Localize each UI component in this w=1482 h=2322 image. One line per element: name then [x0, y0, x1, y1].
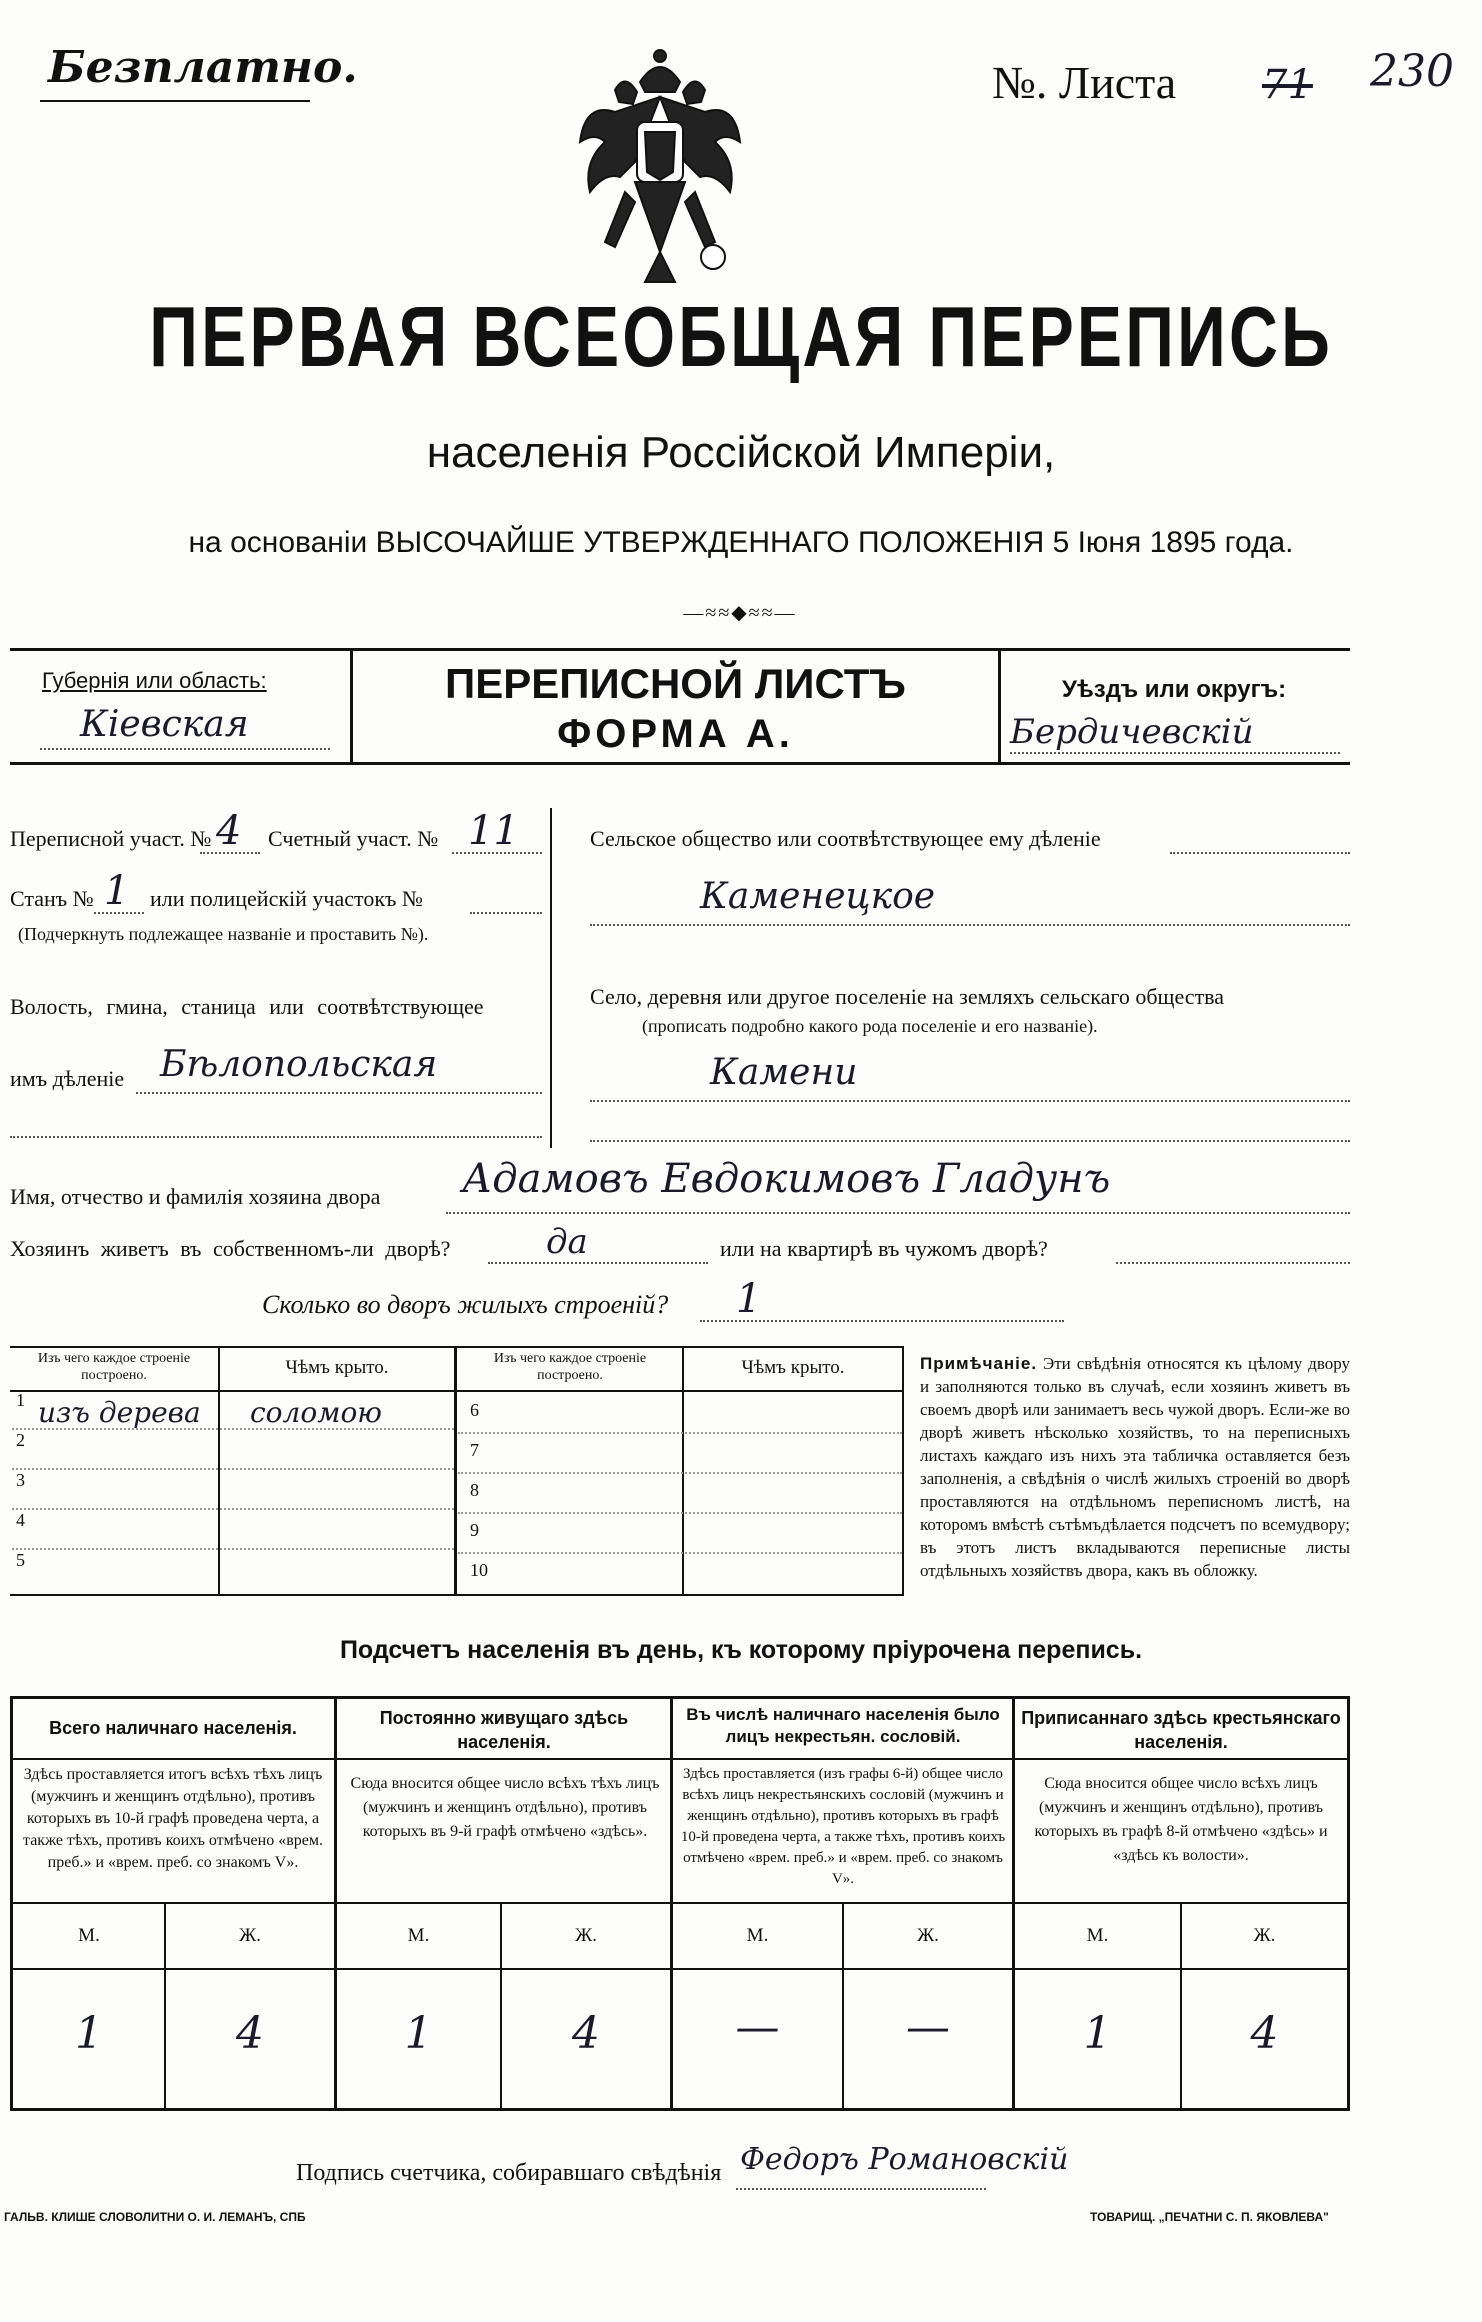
count-f-label: Ж.	[575, 1925, 597, 1946]
count-peasant-f: 4	[1250, 2008, 1279, 2059]
perepis-uchast-value: 4	[216, 808, 242, 854]
uezd-value: Бердичевскій	[1010, 712, 1254, 752]
count-m-label: М.	[1086, 1925, 1109, 1946]
count-peasant-m: 1	[1083, 2008, 1112, 2059]
owner-label: Имя, отчество и фамилія хозяина двора	[10, 1184, 381, 1209]
building-roof: соломою	[250, 1396, 382, 1429]
count-title: Подсчетъ населенія въ день, къ которому пріурочена перепись.	[339, 1636, 1143, 1664]
building-row-num: 2	[16, 1430, 25, 1450]
sheet-number-label: №. Листа	[992, 57, 1177, 108]
buildings-value: 1	[736, 1276, 762, 1322]
perepis-uchast-label: Переписной участ. №	[10, 826, 212, 851]
building-row-num: 8	[470, 1480, 479, 1500]
owner-value: Адамовъ Евдокимовъ Гладунъ	[462, 1156, 1111, 1202]
uezd-label: Уѣздъ или округъ:	[1062, 676, 1287, 703]
sheet-number: 230	[1370, 46, 1454, 97]
form-subtitle: ФОРМА А.	[557, 712, 794, 756]
count-f-label: Ж.	[917, 1925, 939, 1946]
volost-value: Бѣлопольская	[160, 1044, 438, 1085]
buildings-label: Сколько во дворъ жилыхъ строеній?	[262, 1290, 669, 1319]
stan-label: Станъ №	[10, 886, 94, 911]
count-non-peasant-f: —	[906, 2002, 950, 2053]
police-label: или полицейскій участокъ №	[150, 886, 423, 911]
gubernia-value: Кіевская	[80, 704, 249, 745]
page-subtitle: населенія Россійской Имперіи,	[426, 428, 1056, 477]
note-block	[920, 1352, 1350, 1582]
selsk-label: Сельское общество или соотвѣтствующее ему дѣленіе	[590, 826, 1101, 851]
building-row-num: 4	[16, 1510, 25, 1530]
count-desc-total: Здѣсь проставляется итогъ всѣхъ тѣхъ лицъ (мужчинъ и женщинъ отдѣльно), противъ которыхъ въ 10-й графѣ проведена черта, а также тѣхъ, противъ коихъ отмѣчено «врем. преб.» и «врем. преб. со знакомъ V».	[23, 1766, 323, 1871]
page-title: ПЕРВАЯ ВСЕОБЩАЯ ПЕРЕПИСЬ	[149, 289, 1333, 385]
building-material: изъ дерева	[38, 1396, 201, 1429]
ornament-divider: —≈≈◆≈≈—	[683, 602, 797, 624]
free-stamp: Безплатно.	[48, 42, 358, 93]
printer-right: ТОВАРИЩ. „ПЕЧАТНИ С. П. ЯКОВЛЕВА"	[1090, 2210, 1329, 2224]
volost-label-2: имъ дѣленіе	[10, 1066, 125, 1091]
building-row-num: 3	[16, 1470, 25, 1490]
printer-left: ГАЛЬВ. КЛИШЕ СЛОВОЛИТНИ О. И. ЛЕМАНЪ, СПБ	[4, 2210, 306, 2224]
building-row-num: 6	[470, 1400, 479, 1420]
selo-note: (прописать подробно какого рода поселеніе и его названіе).	[642, 1016, 1098, 1036]
basis-line: на основаніи ВЫСОЧАЙШЕ УТВЕРЖДЕННАГО ПОЛОЖЕНІЯ 5 Іюня 1895 года.	[188, 526, 1294, 559]
count-desc-permanent: Сюда вносится общее число всѣхъ тѣхъ лицъ (мужчинъ и женщинъ отдѣльно), противъ которыхъ въ 9-й графѣ отмѣчено «здѣсь».	[350, 1775, 660, 1840]
count-desc-peasant: Сюда вносится общее число всѣхъ лицъ (мужчинъ и женщинъ отдѣльно), противъ которыхъ въ графѣ 8-й отмѣчено «здѣсь» и «здѣсь къ волости».	[1034, 1775, 1328, 1864]
note-text: Эти свѣдѣнія относятся къ цѣлому двору и заполняются только въ случаѣ, если хозяинъ живетъ въ своемъ дворѣ или занимаетъ весь чужой дворъ. Если-же во дворѣ живетъ нѣсколько хозяйствъ, то на переписныхъ листахъ каждаго изъ нихъ эта табличка оставляется безъ заполненія, а свѣдѣнія о числѣ жилыхъ строеній во дворѣ проставляются на отдѣльномъ переписномъ листѣ, на которомъ вмѣстѣ сътѣмъдѣлается подсчетъ по всемудвору; въ этотъ листъ вкладываются переписные листы отдѣльныхъ хозяйствъ двора, какъ въ обложку.	[920, 1354, 1350, 1580]
count-permanent-f: 4	[572, 2008, 600, 2059]
building-row-num: 9	[470, 1520, 479, 1540]
building-row-num: 10	[470, 1560, 488, 1580]
buildings-col-material: Изъ чего каждое строеніе построено.	[37, 1351, 191, 1383]
signature-label: Подпись счетчика, собиравшаго свѣдѣнія	[296, 2160, 722, 2186]
count-head-permanent: Постоянно живущаго здѣсь населенія.	[379, 1708, 629, 1752]
note-head: Примѣчаніе.	[920, 1354, 1038, 1373]
count-total-f: 4	[236, 2008, 264, 2059]
count-f-label: Ж.	[1253, 1925, 1276, 1946]
buildings-col-material-2: Изъ чего каждое строеніе построено.	[493, 1351, 647, 1383]
count-desc-non-peasant: Здѣсь проставляется (изъ графы 6-й) общее число всѣхъ лицъ некрестьянскихъ сословій (мужчинъ и женщинъ отдѣльно), противъ которыхъ въ графѣ 10-й проведена черта, а также тѣхъ, противъ коихъ отмѣчено «врем. преб.» и «врем. преб. со знакомъ V».	[680, 1766, 1006, 1887]
building-row-num: 7	[470, 1440, 479, 1460]
count-head-peasant: Приписаннаго здѣсь крестьянскаго населенія.	[1021, 1708, 1341, 1752]
count-permanent-m: 1	[404, 2008, 433, 2059]
selsk-value: Каменецкое	[700, 876, 936, 917]
schet-uchast-label: Счетный участ. №	[268, 826, 439, 851]
schet-uchast-value: 11	[468, 808, 519, 854]
count-m-label: М.	[746, 1925, 769, 1946]
selo-value: Камени	[710, 1052, 858, 1093]
rent-label: или на квартирѣ въ чужомъ дворѣ?	[720, 1236, 1048, 1261]
count-total-m: 1	[75, 2008, 103, 2059]
selo-label: Село, деревня или другое поселеніе на земляхъ сельскаго общества	[590, 984, 1225, 1009]
count-m-label: М.	[78, 1925, 100, 1946]
own-yard-value: да	[546, 1222, 588, 1262]
volost-label: Волость, гмина, станица или соотвѣтствующее	[10, 994, 484, 1019]
count-head-non-peasant: Въ числѣ наличнаго населенія было лицъ некрестьян. сословій.	[686, 1705, 1000, 1746]
form-title: ПЕРЕПИСНОЙ ЛИСТЪ	[445, 660, 906, 707]
building-row-num: 5	[16, 1550, 25, 1570]
count-m-label: М.	[407, 1925, 430, 1946]
sheet-number-struck: 71	[1262, 62, 1313, 108]
count-non-peasant-m: —	[735, 2002, 780, 2053]
gubernia-label: Губернія или область:	[42, 668, 267, 693]
count-f-label: Ж.	[239, 1925, 261, 1946]
buildings-col-roof-2: Чѣмъ крыто.	[741, 1357, 845, 1378]
stan-value: 1	[104, 868, 130, 914]
stan-note: (Подчеркнуть подлежащее названіе и проставить №).	[18, 924, 429, 944]
count-head-total: Всего наличнаго населенія.	[49, 1718, 297, 1738]
building-row-num: 1	[16, 1390, 25, 1410]
buildings-col-roof: Чѣмъ крыто.	[285, 1357, 389, 1378]
signature-value: Федоръ Романовскій	[740, 2142, 1069, 2177]
imperial-eagle-icon	[575, 42, 745, 292]
own-yard-label: Хозяинъ живетъ въ собственномъ-ли дворѣ?	[10, 1236, 451, 1261]
